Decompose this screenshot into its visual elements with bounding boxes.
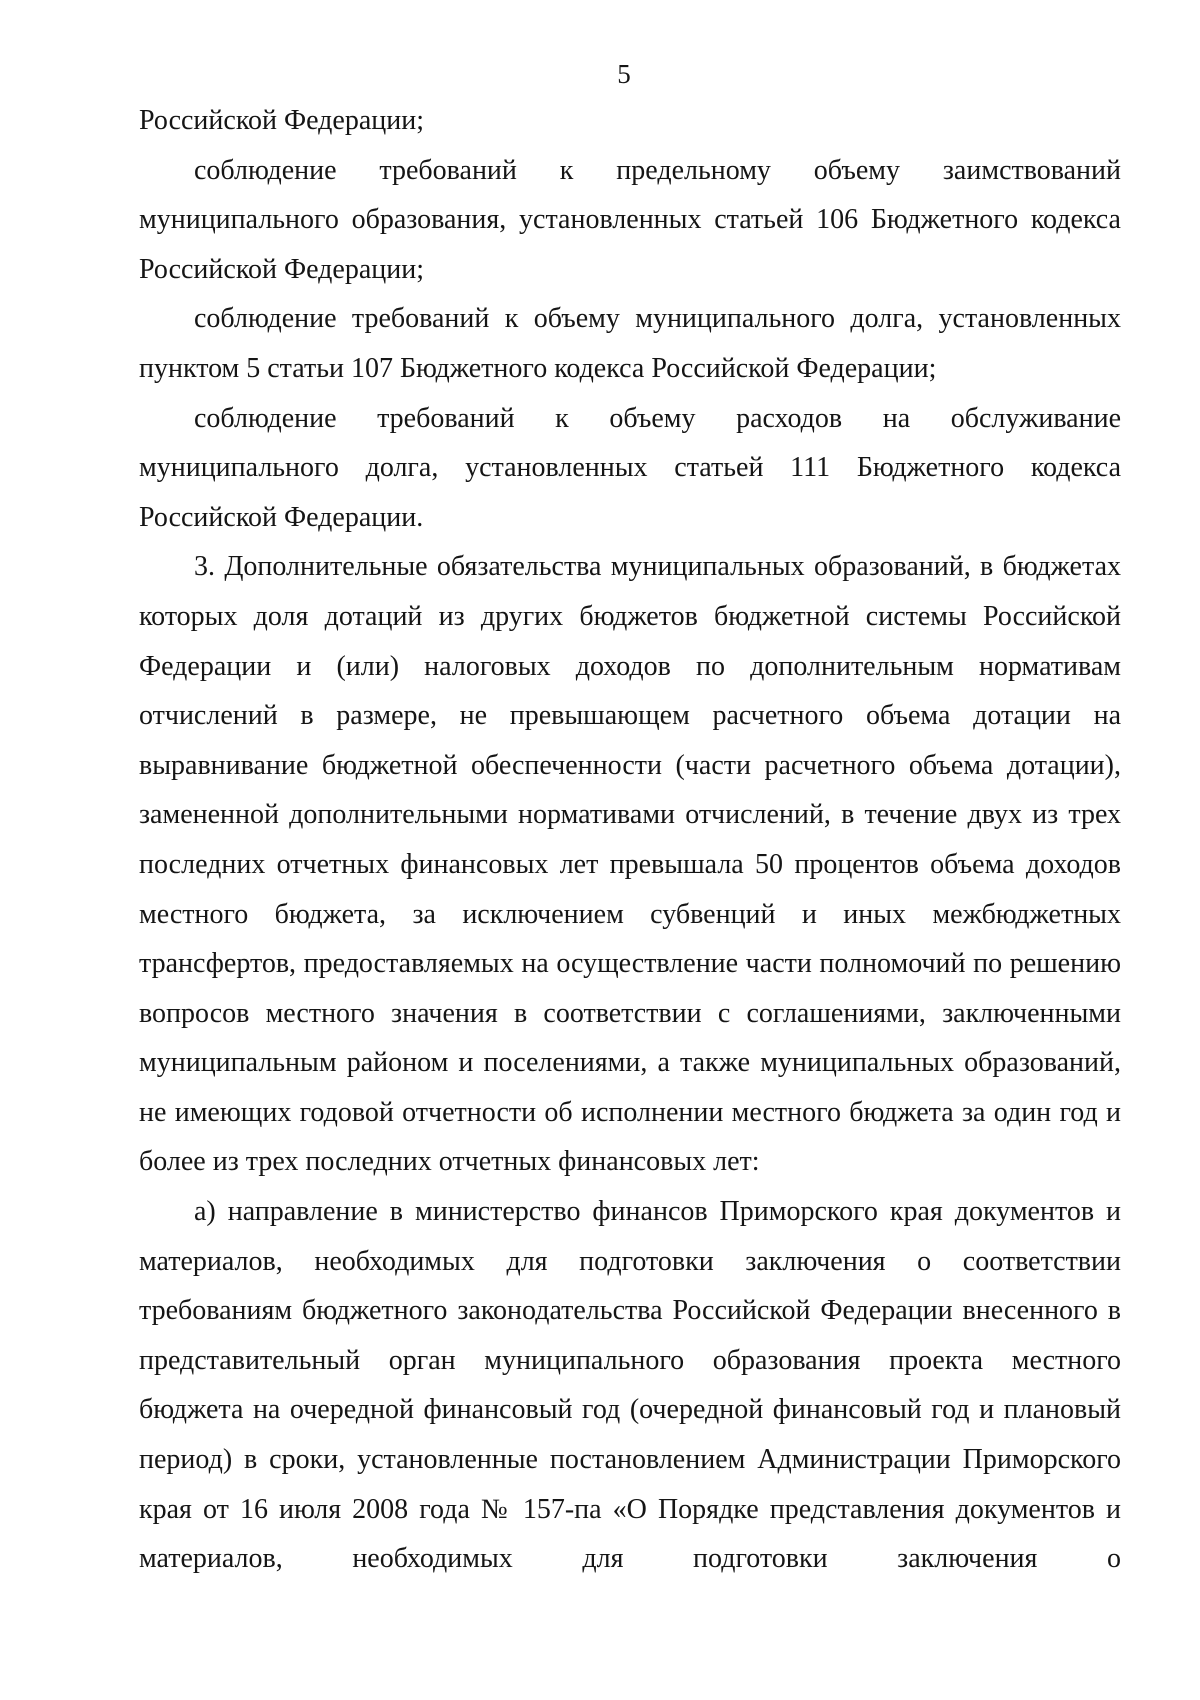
page-number: 5 [617,59,631,89]
paragraph-item-3: 3. Дополнительные обязательства муниципальных образований, в бюджетах которых доля дотаций из других бюджетов бюджетной системы Российской Федерации и (или) налоговых доходов по дополнительным нормативам отчислений в размере, не превышающем расчетного объема дотации на выравнивание бюджетной обеспеченности (части расчетного объема дотации), замененной дополнительными нормативами отчислений, в течение двух из трех последних отчетных финансовых лет превышала 50 процентов объема доходов местного бюджета, за исключением субвенций и иных межбюджетных трансфертов, предоставляемых на осуществление части полномочий по решению вопросов местного значения в соответствии с соглашениями, заключенными муниципальным районом и поселениями, а также муниципальных образований, не имеющих годовой отчетности об исполнении местного бюджета за один год и более из трех последних отчетных финансовых лет: [139,551,1121,1178]
paragraph-borrowing-limit: соблюдение требований к предельному объему заимствований муниципального образования, установленных статьей 106 Бюджетного кодекса Российской Федерации; [139,154,1121,285]
paragraph-municipal-debt: соблюдение требований к объему муниципального долга, установленных пунктом 5 статьи 107 Бюджетного кодекса Российской Федерации; [139,303,1121,384]
paragraph-item-a: а) направление в министерство финансов Приморского края документов и материалов, необходимых для подготовки заключения о соответствии требованиям бюджетного законодательства Российской Федерации внесенного в представительный орган муниципального образования проекта местного бюджета на очередной финансовый год (очередной финансовый год и плановый период) в сроки, установленные постановлением Администрации Приморского края от 16 июля 2008 года № 157-па «О Порядке представления документов и материалов, необходимых для подготовки заключения о [139,1196,1121,1575]
document-body [139,96,1121,1584]
paragraph-continuation: Российской Федерации; [139,105,425,136]
paragraph-debt-service: соблюдение требований к объему расходов на обслуживание муниципального долга, установленных статьей 111 Бюджетного кодекса Российской Федерации. [139,402,1121,533]
